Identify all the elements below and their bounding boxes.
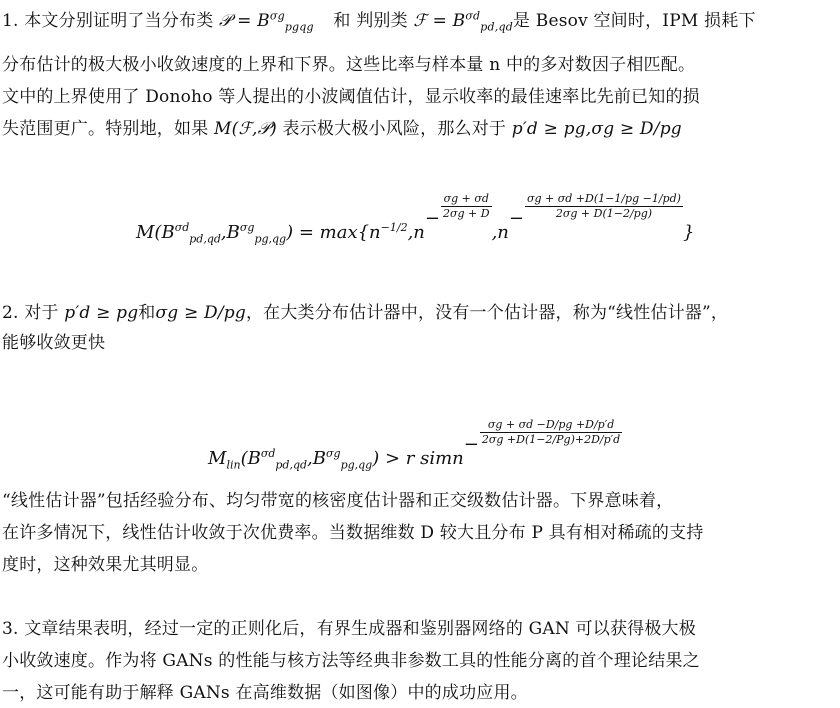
paragraph-1-line-2: 分布估计的极大极小收敛速度的上界和下界。这些比率与样本量 n 中的多对数因子相匹配。: [2, 55, 696, 75]
paragraph-3-line-1: “线性估计器”包括经验分布、均匀带宽的核密度估计器和正交级数估计器。下界意味着，: [2, 491, 674, 511]
p1-line4-mid: 表示极大极小风险，那么对于: [282, 119, 507, 139]
paragraph-3-line-2: 在许多情况下，线性估计收敛于次优费率。当数据维数 D 较大且分布 P 具有相对稀疏的支持: [2, 523, 704, 543]
paragraph-4-line-3: 一，这可能有助于解释 GANs 在高维数据（如图像）中的成功应用。: [2, 683, 528, 703]
paragraph-4-line-2: 小收敛速度。作为将 GANs 的性能与核方法等经典非参数工具的性能分离的首个理论结果之: [2, 651, 700, 671]
equation-2: $M_{lin}(B^{\sigma d}_{pd,qd},B^{\sigma g}_{pg,qg}) > r$ simn− $\frac{\sigma g + \sigma d -D/pg +D/p'd}{2\sigma g +D(1-2/Pg)+2D/p'd}$: [208, 418, 621, 472]
paragraph-2-line-1: [2, 300, 834, 326]
equation-1-exponent-3: $\frac{\sigma g + \sigma d +D(1-1/pg -1/pd)}{2\sigma g + D(1-2/pg)}$: [527, 192, 681, 220]
p2-condition-2: σg ≥ D/pg: [155, 303, 246, 323]
p2-and: 和: [138, 303, 156, 323]
paragraph-1-line-3: 文中的上界使用了 Donoho 等人提出的小波阈值估计，显示收率的最佳速率比先前已知的损: [2, 87, 700, 107]
class-f-formula: ℱ = $B^{\sigma d}_{pd,qd}$: [413, 9, 513, 34]
equation-1: $M(B^{\sigma d}_{pd,qd},B^{\sigma g}_{pg,qg}) = \max\{n^{-1/2},n-$ $\frac{\sigma g + \sigma d}{2\sigma g + D}$ ,n− $\frac{\sigma g + \sigma d +D(1-1/pg -1/pd)}{2\sigma g + D(1-2/pg)}$ }: [136, 192, 695, 246]
p1-line4-prefix: 失范围更广。特别地，如果: [2, 119, 209, 139]
p2-line1-suffix: ，在大类分布估计器中，没有一个估计器，称为“线性估计器”，: [245, 303, 729, 323]
p2-line1-prefix: 2. 对于: [2, 303, 59, 323]
paragraph-3-line-3: 度时，这种效果尤其明显。: [2, 555, 209, 575]
paragraph-2-line-2: 能够收敛更快: [2, 333, 106, 353]
p2-condition-1: p′d ≥ pg: [64, 303, 139, 323]
class-p-formula: 𝒫 = $B^{\sigma g}_{pgqg}$: [219, 9, 314, 34]
p1-line1-suffix: 是 Besov 空间时，IPM 损耗下: [512, 11, 756, 31]
paragraph-1-line-1: [2, 8, 834, 34]
risk-symbol: M(ℱ,𝒫): [214, 119, 277, 139]
paragraph-1-line-4: [2, 116, 834, 142]
p1-and-text: 和 判别类: [333, 11, 408, 31]
equation-2-exponent: $\frac{\sigma g + \sigma d -D/pg +D/p'd}{2\sigma g +D(1-2/Pg)+2D/p'd}$: [481, 418, 621, 446]
p1-line1-prefix: 1. 本文分别证明了当分布类: [2, 11, 214, 31]
p1-condition: p′d ≥ pg,σg ≥ D/pg: [511, 119, 682, 139]
paragraph-4-line-1: 3. 文章结果表明，经过一定的正则化后，有界生成器和鉴别器网络的 GAN 可以获得极大极: [2, 619, 696, 639]
equation-1-exponent-2: $\frac{\sigma g + \sigma d}{2\sigma g + D}$: [443, 192, 490, 220]
